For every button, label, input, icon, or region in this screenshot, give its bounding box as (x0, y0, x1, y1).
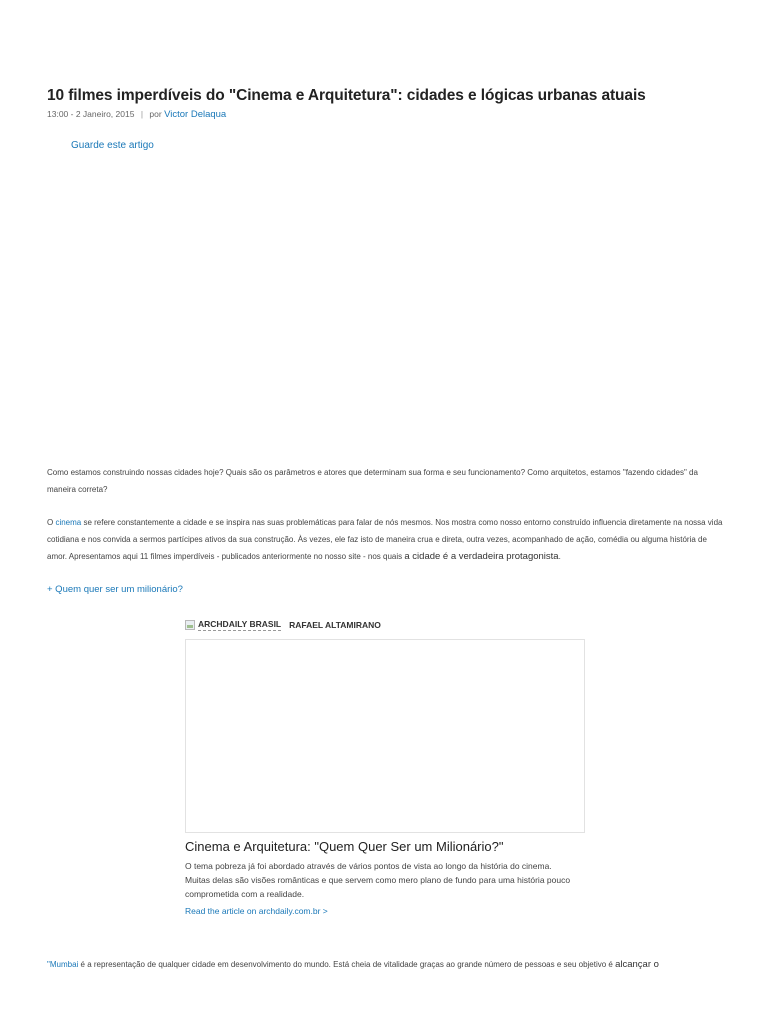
embed-description: O tema pobreza já foi abordado através de vários pontos de vista ao longo da história do cinema. Muitas delas são visões românticas e que servem como mero plano de fundo para uma história pouco comprometida com a realidade. (185, 861, 571, 899)
embed-author: RAFAEL ALTAMIRANO (289, 620, 381, 630)
by-label: por (149, 109, 162, 119)
article-date: 13:00 - 2 Janeiro, 2015 (47, 109, 135, 119)
article-meta (47, 109, 226, 120)
p3-emphasis: alcançar o (615, 959, 659, 970)
cinema-paragraph (47, 514, 727, 565)
author-link[interactable]: Victor Delaqua (164, 109, 227, 120)
p2-start: O (47, 518, 56, 527)
mumbai-paragraph (47, 956, 727, 973)
article-title: 10 filmes imperdíveis do "Cinema e Arquitetura": cidades e lógicas urbanas atuais (47, 87, 646, 104)
embed-title: Cinema e Arquitetura: "Quem Quer Ser um Milionário?" (185, 839, 504, 854)
mumbai-link[interactable]: "Mumbai (47, 960, 79, 969)
intro-paragraph: Como estamos construindo nossas cidades hoje? Quais são os parâmetros e atores que determinam sua forma e seu funcionamento? Como arquitetos, estamos "fazendo cidades" da maneira correta? (47, 468, 698, 494)
p2-middle: se refere constantemente a cidade e se inspira nas suas problemáticas para falar de nós mesmos. Nos mostra como nosso entorno construído influencia diretamente na nossa vida cotidiana e nos convida a sermos partícipes ativos da sua construção. Às vezes, ele faz isto de maneira crua e direta, outra vezes, acompanhado de ação, comédia ou alguma história de amor. Apresentamos aqui 11 filmes imperdíveis - publicados anteriormente no nosso site - nos quais (47, 518, 723, 561)
save-article-link[interactable]: Guarde este artigo (71, 140, 154, 151)
broken-image-icon (185, 620, 195, 630)
embed-source-link[interactable]: ARCHDAILY BRASIL (198, 619, 282, 629)
film-section-link[interactable]: + Quem quer ser um milionário? (47, 584, 183, 595)
embed-image-placeholder (185, 639, 585, 833)
p2-end: . (558, 552, 561, 561)
p2-emphasis: a cidade é a verdadeira protagonista (404, 551, 559, 562)
cinema-link[interactable]: cinema (55, 518, 82, 527)
embed-header (185, 617, 585, 633)
p3-text: é a representação de qualquer cidade em desenvolvimento do mundo. Está cheia de vitalidade graças ao grande número de pessoas e seu objetivo é (78, 960, 616, 969)
meta-separator: | (140, 109, 144, 119)
read-article-link[interactable]: Read the article on archdaily.com.br > (185, 906, 328, 916)
embedded-article-card (185, 617, 585, 916)
